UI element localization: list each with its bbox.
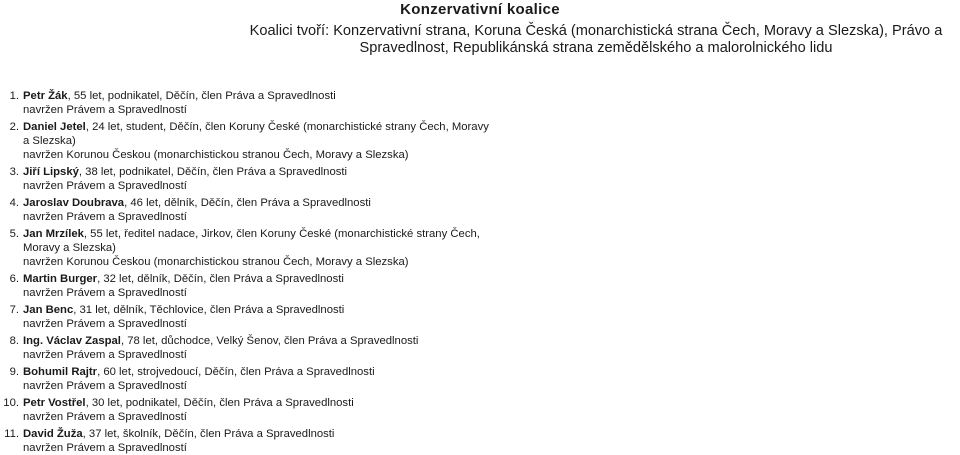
candidate-details: , 32 let, dělník, Děčín, člen Práva a Spravedlnosti bbox=[97, 273, 344, 285]
candidate-number: 9. bbox=[9, 366, 19, 378]
candidate-number: 10. bbox=[3, 397, 19, 409]
candidate-name: Petr Žák bbox=[23, 90, 68, 102]
candidate-number: 7. bbox=[9, 304, 19, 316]
candidate-summary bbox=[23, 165, 493, 179]
candidate-number: 2. bbox=[9, 121, 19, 133]
candidate-number: 5. bbox=[9, 228, 19, 240]
list-item bbox=[0, 365, 960, 393]
candidate-summary bbox=[23, 365, 493, 379]
list-item bbox=[0, 303, 960, 331]
list-item bbox=[0, 272, 960, 300]
list-item bbox=[0, 396, 960, 424]
list-item bbox=[0, 427, 960, 455]
candidate-number: 11. bbox=[4, 428, 19, 440]
candidate-entry bbox=[23, 396, 493, 424]
candidate-details: , 30 let, podnikatel, Děčín, člen Práva a Spravedlnosti bbox=[85, 397, 354, 409]
candidate-number: 1. bbox=[9, 90, 19, 102]
candidate-nomination: navržen Právem a Spravedlností bbox=[23, 411, 187, 423]
candidate-number: 8. bbox=[9, 335, 19, 347]
list-item bbox=[0, 196, 960, 224]
list-item bbox=[0, 334, 960, 362]
candidate-entry bbox=[23, 165, 493, 193]
candidate-name: Jiří Lipský bbox=[23, 166, 79, 178]
candidate-name: Jan Mrzílek bbox=[23, 228, 84, 240]
candidate-nomination: navržen Právem a Spravedlností bbox=[23, 349, 187, 361]
candidate-entry bbox=[23, 334, 493, 362]
candidate-name: Jaroslav Doubrava bbox=[23, 197, 125, 209]
candidate-nomination: navržen Právem a Spravedlností bbox=[23, 380, 187, 392]
candidate-details: , 78 let, důchodce, Velký Šenov, člen Práva a Spravedlnosti bbox=[120, 335, 419, 347]
candidate-entry bbox=[23, 120, 493, 162]
candidate-details: , 55 let, ředitel nadace, Jirkov, člen Koruny České (monarchistické strany Čech, Moravy a Slezska) bbox=[23, 228, 480, 254]
candidate-details: , 60 let, strojvedoucí, Děčín, člen Práva a Spravedlnosti bbox=[97, 366, 375, 378]
candidate-name: Bohumil Rajtr bbox=[23, 366, 98, 378]
list-item bbox=[0, 120, 960, 162]
candidate-name: Ing. Václav Zaspal bbox=[23, 335, 121, 347]
candidate-summary bbox=[23, 227, 493, 255]
candidate-number: 6. bbox=[9, 273, 19, 285]
candidate-details: , 38 let, podnikatel, Děčín, člen Práva a Spravedlnosti bbox=[78, 166, 348, 178]
candidate-name: Martin Burger bbox=[23, 273, 98, 285]
candidate-entry bbox=[23, 89, 493, 117]
candidate-nomination: navržen Právem a Spravedlností bbox=[23, 104, 187, 116]
candidate-entry bbox=[23, 272, 493, 300]
candidate-summary bbox=[23, 334, 493, 348]
candidate-name: Daniel Jetel bbox=[23, 121, 86, 133]
candidate-name: Petr Vostřel bbox=[23, 397, 86, 409]
candidate-entry bbox=[23, 365, 493, 393]
candidate-summary bbox=[23, 396, 493, 410]
candidate-nomination: navržen Korunou Českou (monarchistickou stranou Čech, Moravy a Slezska) bbox=[23, 149, 409, 161]
candidate-nomination: navržen Právem a Spravedlností bbox=[23, 211, 187, 223]
candidate-nomination: navržen Právem a Spravedlností bbox=[23, 287, 187, 299]
candidate-list bbox=[0, 89, 960, 455]
candidate-details: , 31 let, dělník, Těchlovice, člen Práva a Spravedlnosti bbox=[73, 304, 345, 316]
candidate-summary bbox=[23, 272, 493, 286]
candidate-entry bbox=[23, 227, 493, 269]
candidate-number: 4. bbox=[9, 197, 19, 209]
candidate-summary bbox=[23, 303, 493, 317]
candidate-number: 3. bbox=[9, 166, 19, 178]
candidate-summary bbox=[23, 89, 493, 103]
candidate-nomination: navržen Právem a Spravedlností bbox=[23, 442, 187, 454]
candidate-nomination: navržen Právem a Spravedlností bbox=[23, 180, 187, 192]
coalition-description: Koalici tvoří: Konzervativní strana, Koruna Česká (monarchistická strana Čech, Moravy a Slezska), Právo a Spravedlnost, Republikánská strana zemědělského a malorolnického lidu bbox=[249, 23, 943, 56]
candidate-nomination: navržen Korunou Českou (monarchistickou stranou Čech, Moravy a Slezska) bbox=[23, 256, 409, 268]
candidate-details: , 24 let, student, Děčín, člen Koruny České (monarchistické strany Čech, Moravy a Slezska) bbox=[23, 121, 489, 147]
candidate-entry bbox=[23, 303, 493, 331]
candidate-summary bbox=[23, 196, 493, 210]
candidate-details: , 37 let, školník, Děčín, člen Práva a Spravedlnosti bbox=[82, 428, 335, 440]
candidate-entry bbox=[23, 196, 493, 224]
candidate-nomination: navržen Právem a Spravedlností bbox=[23, 318, 187, 330]
candidate-details: , 55 let, podnikatel, Děčín, člen Práva a Spravedlnosti bbox=[67, 90, 336, 102]
candidate-name: David Žuža bbox=[23, 428, 83, 440]
candidate-details: , 46 let, dělník, Děčín, člen Práva a Spravedlnosti bbox=[124, 197, 371, 209]
candidate-summary bbox=[23, 120, 493, 148]
candidate-name: Jan Benc bbox=[23, 304, 74, 316]
list-item bbox=[0, 227, 960, 269]
list-item bbox=[0, 89, 960, 117]
candidate-entry bbox=[23, 427, 493, 455]
candidate-summary bbox=[23, 427, 493, 441]
page-title: Konzervativní koalice bbox=[400, 1, 560, 18]
list-item bbox=[0, 165, 960, 193]
